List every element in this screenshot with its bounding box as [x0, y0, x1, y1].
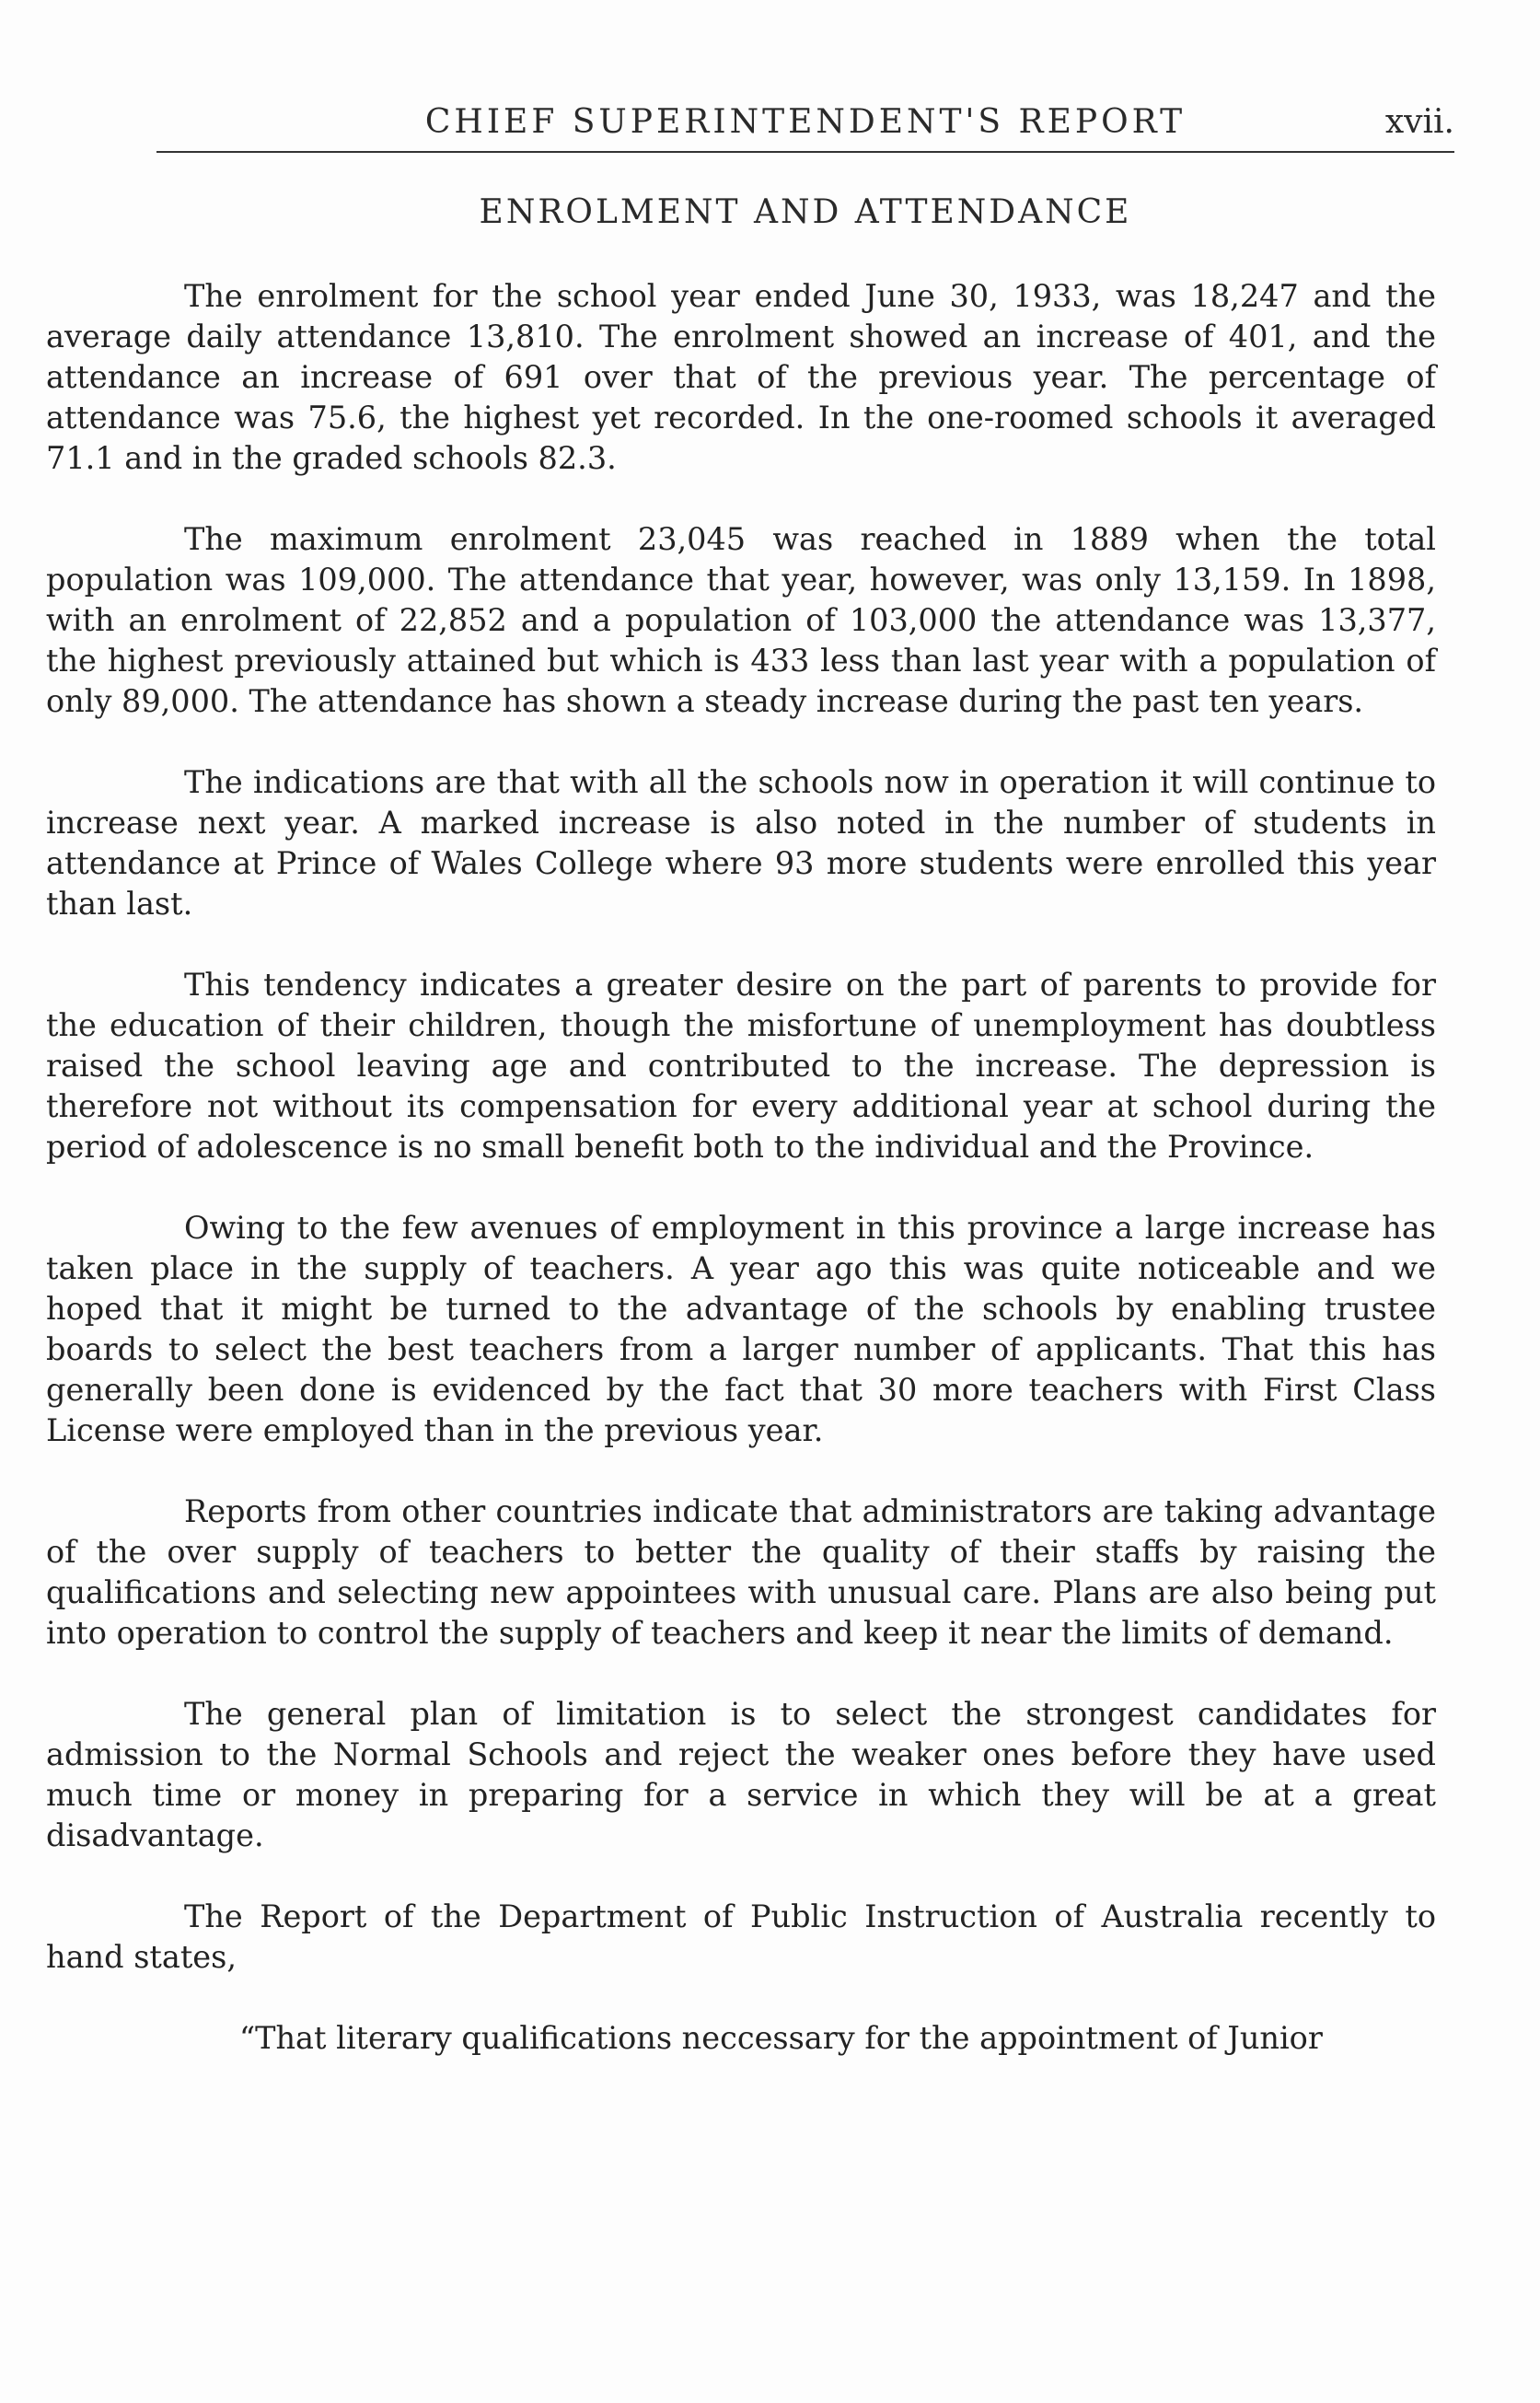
paragraph-enrolment-figures: The enrolment for the school year ended June 30, 1933, was 18,247 and the average daily attendance 13,810. The enrolment showed an increase of 401, and the attendance an increase of 691 over that of the previous year. The percentage of attendance was 75.6, the highest yet recorded. In the one-roomed schools it averaged 71.1 and in the graded schools 82.3. — [46, 278, 1436, 476]
quotation-start: “That literary qualifications neccessary for the appointment of Junior — [239, 2020, 1323, 2056]
page-number: xvii. — [1384, 103, 1454, 141]
paragraph-limitation-plan: The general plan of limitation is to select the strongest candidates for admission to the Normal Schools and reject the weaker ones before they have used much time or money in preparing for a service in which they will be at a great disadvantage. — [46, 1696, 1436, 1853]
paragraph-other-countries: Reports from other countries indicate that administrators are taking advantage of the over supply of teachers to better the quality of their staffs by raising the qualifications and selecting new appointees with unusual care. Plans are also being put into operation to control the supply of teachers and keep it near the limits of demand. — [46, 1493, 1436, 1651]
paragraph-australia-report: The Report of the Department of Public Instruction of Australia recently to hand states, — [46, 1898, 1436, 1975]
running-head — [156, 103, 1454, 153]
paragraph-maximum-enrolment: The maximum enrolment 23,045 was reached in 1889 when the total population was 109,000. The attendance that year, however, was only 13,159. In 1898, with an enrolment of 22,852 and a population of 103,000 the attendance was 13,377, the highest previously attained but which is 433 less than last year with a population of only 89,000. The attendance has shown a steady increase during the past ten years. — [46, 521, 1436, 719]
body-text — [46, 276, 1436, 2099]
running-title: CHIEF SUPERINTENDENT'S REPORT — [424, 103, 1187, 141]
paragraph-teacher-supply: Owing to the few avenues of employment in this province a large increase has taken place in the supply of teachers. A year ago this was quite noticeable and we hoped that it might be turned to the advantage of the schools by enabling trustee boards to select the best teachers from a larger number of applicants. That this has generally been done is evidenced by the fact that 30 more teachers with First Class License were employed than in the previous year. — [46, 1210, 1436, 1448]
paragraph-indications: The indications are that with all the schools now in operation it will continue to increase next year. A marked increase is also noted in the number of students in attendance at Prince of Wales College where 93 more students were enrolled this year than last. — [46, 764, 1436, 922]
section-heading: ENROLMENT AND ATTENDANCE — [479, 193, 1132, 231]
paragraph-tendency: This tendency indicates a greater desire on the part of parents to provide for the education of their children, though the misfortune of unemployment has doubtless raised the school leaving age and contributed to the increase. The depression is therefore not without its compensation for every additional year at school during the period of adolescence is no small benefit both to the individual and the Province. — [46, 967, 1436, 1165]
